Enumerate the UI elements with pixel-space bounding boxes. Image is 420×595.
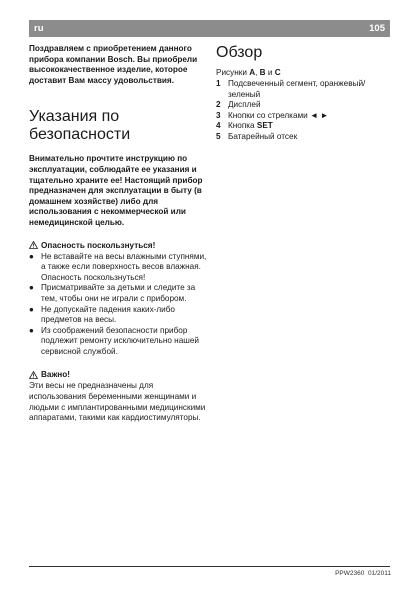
warning-slip-list	[29, 252, 209, 358]
list-item: 1 Подсвеченный сегмент, оранжевый/зеленый	[216, 79, 366, 99]
footer-label	[335, 570, 391, 577]
parts-list	[216, 79, 392, 143]
footer-rule	[29, 566, 390, 567]
list-item: 5 Батарейный отсек	[216, 131, 298, 141]
list-item: 4 Кнопка SET	[216, 121, 273, 131]
list-item: ● Из соображений безопасности прибор подлежит ремонту исключительно нашей сервисной службой.	[29, 325, 199, 356]
left-column	[29, 44, 209, 424]
safety-lead-paragraph: Внимательно прочтите инструкцию по эксплуатации, соблюдайте ее указания и тщательно храните ее! Настоящий прибор предназначен для эксплуатации в быту (в домашнем хозяйстве) либо для использования с некоммерческой или немедицинской целью.	[29, 154, 203, 227]
language-code: ru	[34, 23, 44, 34]
list-item: ● Не вставайте на весы влажными ступнями, а также если поверхность весов влажная. Опасность поскользнуться!	[29, 251, 207, 282]
right-column	[216, 44, 392, 143]
warning-triangle-icon	[29, 371, 38, 379]
warning-slip-title	[29, 241, 209, 250]
overview-heading: Обзор	[216, 44, 263, 61]
figures-reference: Рисунки A, B и C	[216, 68, 281, 77]
page-number: 105	[369, 23, 385, 34]
model-number: PPW2360	[335, 570, 365, 577]
list-item: 3 Кнопки со стрелками ◄ ►	[216, 110, 329, 120]
warning-important-title	[29, 370, 209, 379]
warning-slip-title-text: Опасность поскользнуться!	[41, 240, 156, 250]
list-item: 2 Дисплей	[216, 100, 261, 110]
safety-heading: Указания по безопасности	[29, 108, 131, 144]
header-bar	[29, 20, 390, 37]
list-item: ● Присматривайте за детьми и следите за тем, чтобы они не играли с прибором.	[29, 283, 196, 303]
publication-date: 01/2011	[367, 570, 391, 577]
intro-paragraph: Поздравляем с приобретением данного прибора компании Bosch. Вы приобрели высококачественное изделие, которое доставит Вам массу удовольствия.	[29, 44, 198, 85]
warning-important-text: Эти весы не предназначены для использования беременными женщинами и людьми с имплантированными медицинскими аппаратами, такими как кардиостимуляторы.	[29, 381, 206, 423]
warning-triangle-icon	[29, 241, 38, 249]
warning-important-title-text: Важно!	[41, 370, 70, 380]
list-item: ● Не допускайте падения каких-либо предметов на весы.	[29, 304, 175, 325]
